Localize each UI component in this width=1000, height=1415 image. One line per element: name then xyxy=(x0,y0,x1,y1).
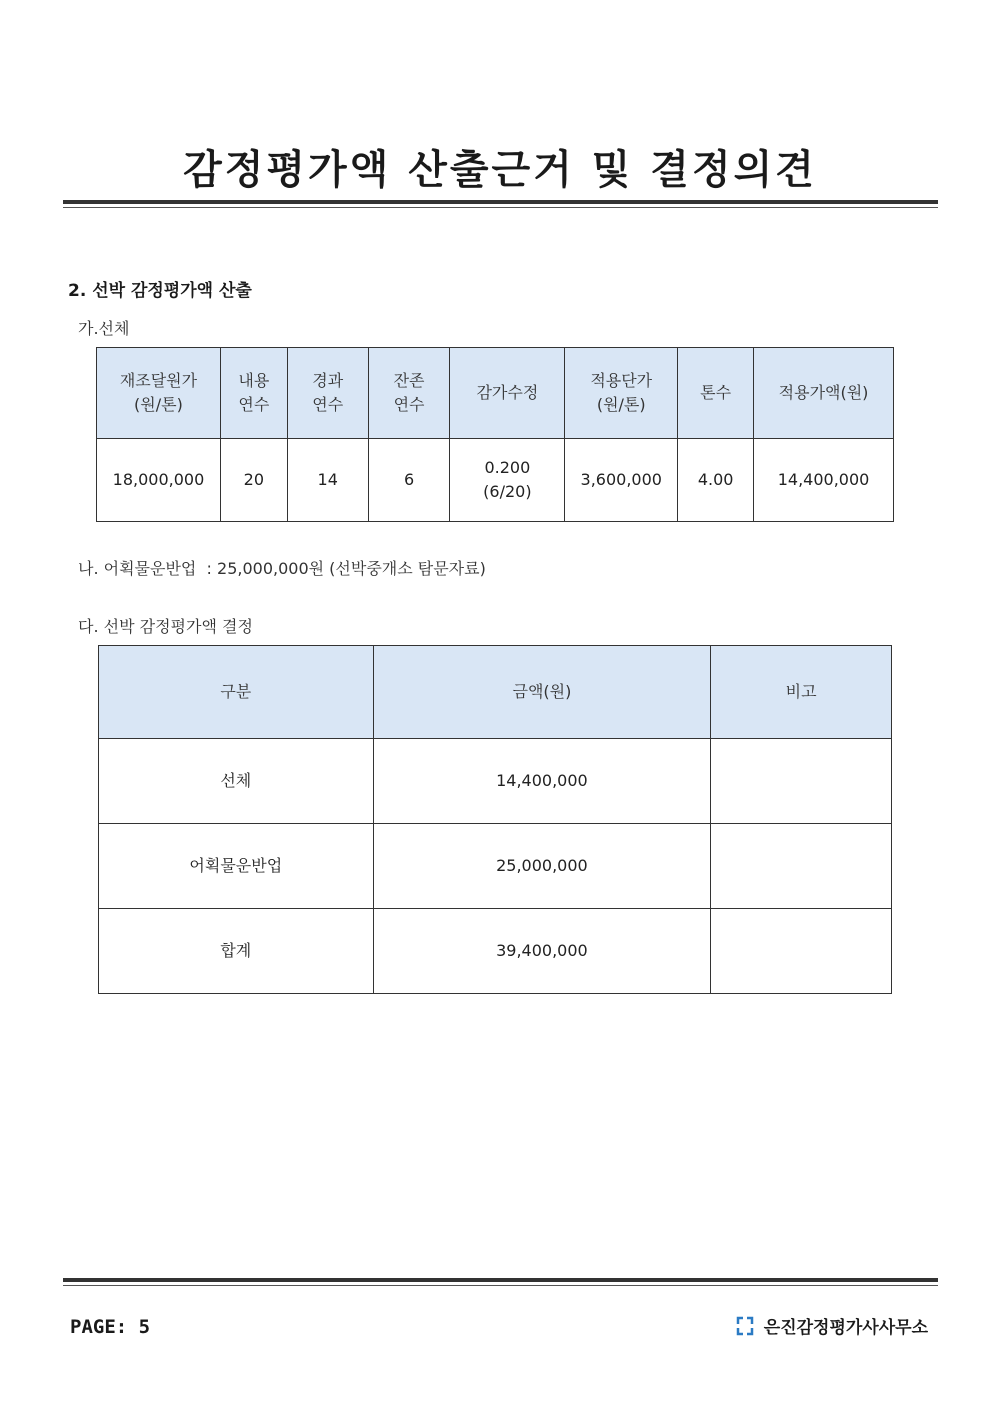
section-heading: 2. 선박 감정평가액 산출 xyxy=(68,281,252,301)
header-useful-life: 내용 연수 xyxy=(220,348,287,439)
cell-remaining-years: 6 xyxy=(368,439,450,522)
header-unit-price: 적용단가 (원/톤) xyxy=(565,348,678,439)
cell-note xyxy=(711,739,892,824)
cell-note xyxy=(711,909,892,994)
header-tonnage: 톤수 xyxy=(678,348,754,439)
cell-unit-price: 3,600,000 xyxy=(565,439,678,522)
cell-useful-life: 20 xyxy=(220,439,287,522)
table-row xyxy=(99,739,892,824)
subsection-hull: 가.선체 xyxy=(78,319,130,338)
header-replacement-cost: 재조달원가 (원/톤) xyxy=(97,348,221,439)
brand-logo xyxy=(734,1313,928,1338)
cell-amount: 25,000,000 xyxy=(373,824,711,909)
page-title: 감정평가액 산출근거 및 결정의견 xyxy=(183,147,817,193)
table-row xyxy=(99,824,892,909)
header-depreciation: 감가수정 xyxy=(450,348,565,439)
hull-valuation-table xyxy=(96,347,894,522)
cell-tonnage: 4.00 xyxy=(678,439,754,522)
bracket-logo-icon xyxy=(734,1315,756,1337)
subsection-transport: 나. 어획물운반업 : 25,000,000원 (선박중개소 탐문자료) xyxy=(78,559,486,578)
header-remaining-years: 잔존 연수 xyxy=(368,348,450,439)
cell-category: 선체 xyxy=(99,739,374,824)
header-elapsed-years: 경과 연수 xyxy=(287,348,368,439)
cell-amount: 14,400,000 xyxy=(373,739,711,824)
page-number: PAGE: 5 xyxy=(70,1316,151,1338)
cell-depreciation: 0.200 (6/20) xyxy=(450,439,565,522)
cell-category: 합계 xyxy=(99,909,374,994)
valuation-decision-table xyxy=(98,645,892,994)
table-row xyxy=(97,439,894,522)
cell-applied-value: 14,400,000 xyxy=(754,439,894,522)
table-header-row xyxy=(99,646,892,739)
header-applied-value: 적용가액(원) xyxy=(754,348,894,439)
table-row xyxy=(99,909,892,994)
bottom-divider xyxy=(63,1278,938,1288)
cell-elapsed-years: 14 xyxy=(287,439,368,522)
subsection-decision: 다. 선박 감정평가액 결정 xyxy=(78,617,253,636)
brand-name: 은진감정평가사사무소 xyxy=(763,1318,928,1338)
cell-category: 어획물운반업 xyxy=(99,824,374,909)
header-category: 구분 xyxy=(99,646,374,739)
top-divider xyxy=(63,200,938,210)
cell-replacement-cost: 18,000,000 xyxy=(97,439,221,522)
table-header-row xyxy=(97,348,894,439)
cell-amount: 39,400,000 xyxy=(373,909,711,994)
header-amount: 금액(원) xyxy=(373,646,711,739)
cell-note xyxy=(711,824,892,909)
header-note: 비고 xyxy=(711,646,892,739)
